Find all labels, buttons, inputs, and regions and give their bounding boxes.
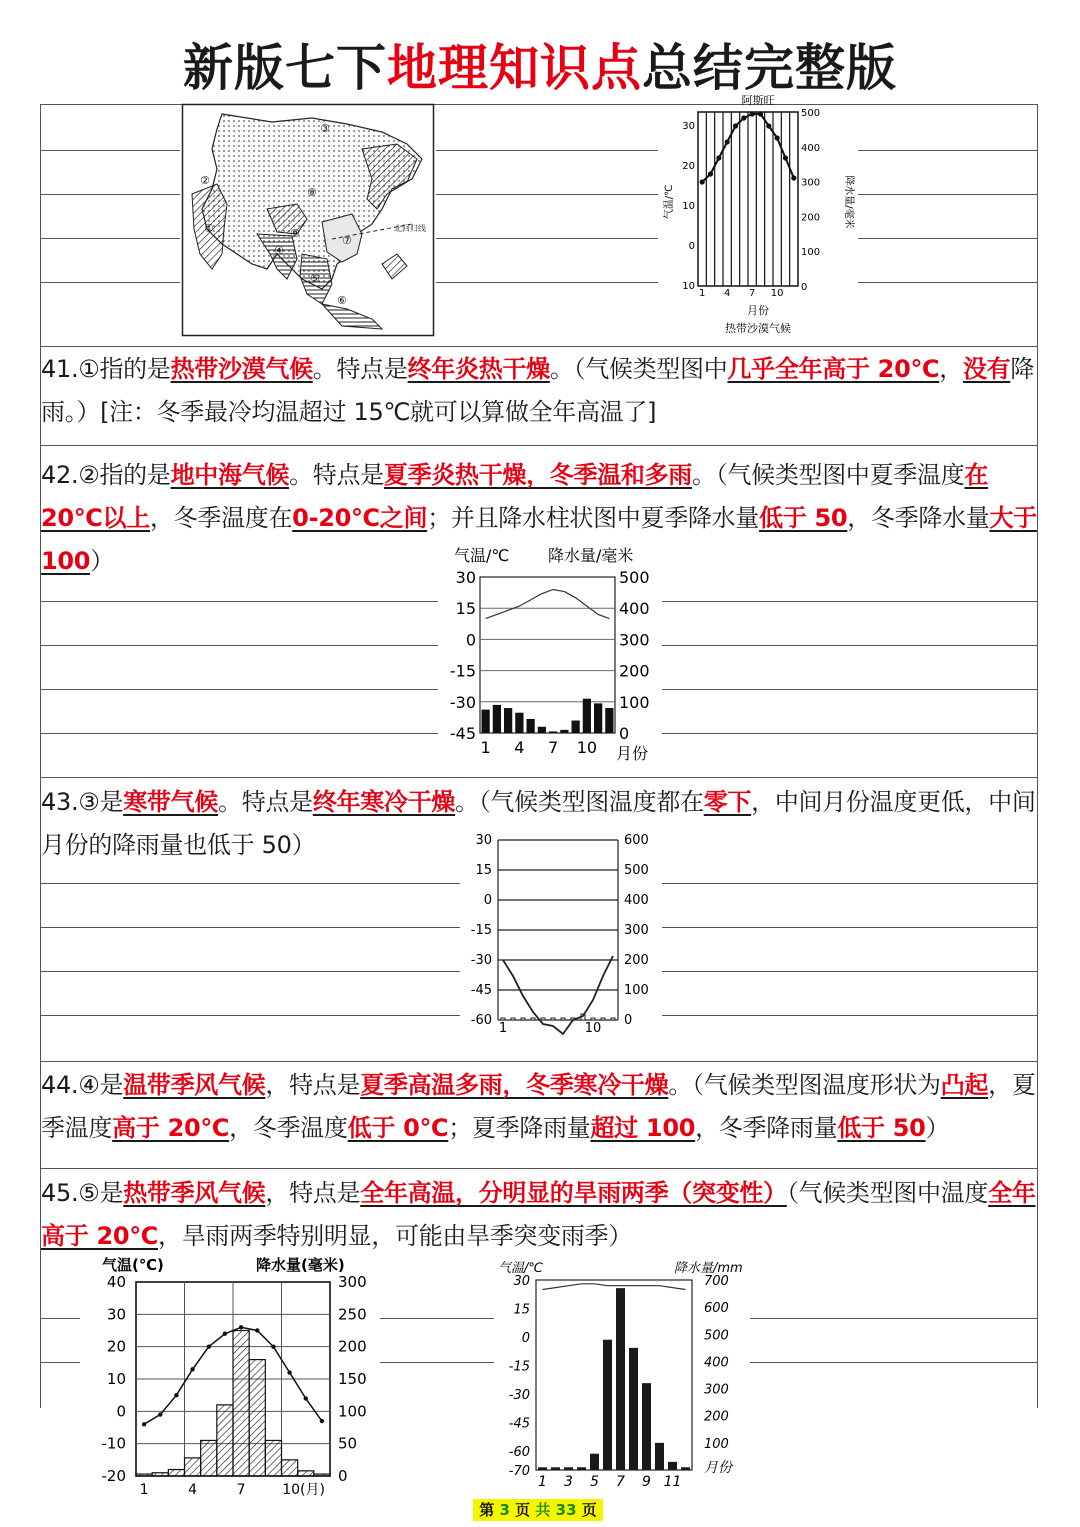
chart-med-left-tick: -30 [449,692,476,712]
item-44-key: 夏季高温多雨，冬季寒冷干燥 [360,1071,669,1099]
chart-tm-right-tick: 50 [338,1434,358,1453]
item-43-key: 寒带气候 [123,788,218,816]
writing-line [858,150,1038,151]
chart-tm-x-tick: 4 [188,1482,198,1498]
item-42-key: 夏季炎热干燥，冬季温和多雨 [383,461,693,489]
item-44-key: 低于 0℃ [347,1114,449,1142]
chart-med-bar [560,730,568,733]
chart-tm-bar [152,1473,168,1476]
footer-text: 页 [581,1501,597,1519]
chart-aswan-point [750,111,755,116]
chart-temp-y2label: 降水量(毫米) [256,1256,345,1274]
item-41 [41,348,1037,434]
item-42-text: 42.②指的是 [41,461,171,489]
chart-med-bar [493,705,501,733]
chart-tm-bar [185,1458,201,1476]
chart-aswan-left-tick: 30 [682,121,695,132]
chart-tm-right-tick: 100 [338,1402,367,1421]
item-41-key: 热带沙漠气候 [170,355,313,383]
title-part-1: 新版七下 [183,39,387,97]
writing-line [40,238,180,239]
chart-med-bar [583,699,591,733]
chart-tm-right-tick: 150 [338,1370,367,1388]
chart-tm-left-tick: 40 [106,1273,126,1291]
chart-aswan-right-tick: 500 [801,108,821,119]
footer-text: 共 [535,1501,551,1519]
chart-tr-left-tick: -60 [508,1445,530,1460]
chart-cold-left-tick: 30 [475,833,492,848]
chart-med-bar [504,708,512,733]
chart-aswan-point [708,171,713,176]
chart-cold-bar [531,1018,535,1020]
chart-aswan-ylabel: 气温/℃ [664,184,675,220]
item-44-text: ，特点是 [265,1071,361,1099]
section-divider [40,1168,1038,1169]
chart-med-bar [594,703,602,733]
item-43-text: 43.③是 [41,788,124,816]
chart-tr-right-tick: 700 [704,1274,729,1289]
chart-cold-bar [561,1018,565,1020]
item-42-text: 。特点是 [289,461,384,489]
chart-tm-bar [298,1471,314,1476]
chart-med-left-tick: 0 [465,630,476,650]
footer-text: 页 [515,1501,531,1519]
chart-tm-left-tick: -10 [101,1434,126,1453]
chart-cold-left-tick: 15 [475,863,492,878]
chart-tm-point [304,1396,308,1400]
chart-med-right-tick: 100 [619,692,650,712]
chart-tm-point [174,1393,178,1397]
chart-tr-right-tick: 400 [704,1355,729,1371]
chart-cold-bar [591,1018,595,1020]
chart-tr-left-tick: 0 [521,1331,530,1346]
chart-cold-left-tick: -60 [470,1013,492,1028]
item-43-text: 。特点是 [218,788,313,816]
item-44-text: ） [925,1114,950,1142]
chart-tr-x-tick: 1 [538,1474,547,1490]
chart-med-bar [482,710,490,733]
writing-line [40,282,180,283]
item-42-key: 0-20℃之间 [292,504,428,532]
chart-cold-bar [611,1018,615,1020]
writing-line [436,282,658,283]
item-42-key: 大于 100 [41,504,1037,575]
chart-tr-x-tick: 3 [564,1474,573,1490]
chart-cold-left-tick: -15 [470,923,492,938]
chart-aswan-caption: 热带沙漠气候 [725,322,791,335]
asia-climate-map [182,104,434,336]
writing-line [436,150,658,151]
chart-aswan-right-tick: 300 [801,177,821,189]
writing-line [40,733,438,734]
item-44-key: 高于 20℃ [112,1114,230,1142]
chart-tm-bar [233,1331,249,1477]
item-44-key: 凸起 [940,1071,989,1099]
section-divider [40,1061,1038,1062]
map-region-5: ⑤ [310,272,320,285]
chart-med-right-tick: 300 [619,630,650,650]
chart-tm-right-tick: 200 [338,1337,367,1356]
footer-page-number: 3 [499,1501,510,1519]
chart-tm-left-tick: 30 [106,1305,126,1324]
title-part-red: 地理知识点 [387,39,642,97]
chart-tr-left-tick: -45 [508,1416,530,1432]
chart-tr-right-tick: 500 [704,1328,729,1344]
chart-cold-right-tick: 0 [624,1013,633,1028]
writing-line [40,883,460,884]
writing-line [858,238,1038,239]
chart-aswan-x-tick: 1 [698,288,706,299]
chart-aswan-right-tick: 100 [801,247,821,259]
chart-trop-ylabel: 气温/℃ [498,1261,543,1276]
item-44 [41,1064,1037,1150]
chart-med-x-tick: 1 [480,738,491,757]
item-42-key: 在 20℃以上 [41,461,989,532]
chart-aswan-left-tick: 20 [682,161,695,172]
chart-cold-bar [601,1018,605,1020]
chart-cold-right-tick: 500 [624,863,649,878]
chart-med-y2label: 降水量/毫米 [548,546,634,565]
writing-line [40,971,460,972]
chart-tm-bar [201,1440,217,1476]
chart-cold-right-tick: 400 [624,893,649,908]
footer-total-pages: 33 [555,1501,577,1519]
item-42-key: 低于 50 [759,504,848,532]
item-43-text: 。（气候类型图温度都在 [455,788,704,816]
chart-tm-point [190,1367,194,1371]
chart-tm-point [255,1328,259,1332]
map-region-8: ⑧ [307,186,317,199]
chart-aswan-x-tick: 10 [770,288,784,299]
writing-line [436,238,658,239]
chart-tropical-monsoon [494,1258,750,1492]
item-41-text: 。特点是 [312,355,408,383]
chart-med-bar [572,721,580,733]
chart-tr-x-tick: 9 [642,1474,651,1490]
chart-tr-bar [655,1443,664,1470]
chart-med-left-tick: -15 [449,661,476,681]
footer-text: 第 [479,1501,495,1519]
writing-line [40,689,438,690]
chart-tr-bar [577,1467,586,1470]
writing-line [662,927,1038,928]
writing-line [380,1318,495,1319]
chart-tr-bar [564,1467,573,1470]
chart-tr-x-tick: 7 [616,1474,625,1490]
chart-aswan-xlabel: 月份 [747,304,769,317]
page-footer [473,1499,603,1521]
chart-tm-x-tick: 7 [236,1482,246,1498]
map-label-tropic: 北回归线 [394,224,426,233]
item-44-text: ，冬季降雨量 [695,1114,838,1142]
writing-line [40,1015,460,1016]
chart-trop-xlabel: 月份 [704,1460,732,1476]
chart-tm-point [239,1325,243,1329]
item-43-text: ，中间月份温度更低，中间月份的降雨量也低于 50） [41,788,1036,859]
chart-med-xlabel: 月份 [616,744,649,763]
item-42-text: ，冬季温度在 [149,504,293,532]
chart-cold-left-tick: 0 [483,893,492,908]
chart-tr-right-tick: 600 [704,1301,729,1317]
chart-tm-left-tick: 10 [106,1370,126,1388]
chart-tm-point [271,1344,275,1348]
item-44-text: 44.④是 [41,1071,124,1099]
page-title [0,28,1080,100]
chart-tm-right-tick: 300 [338,1273,367,1291]
chart-tr-bar [668,1462,677,1470]
writing-line [40,150,180,151]
chart-polar [462,828,662,1054]
chart-tr-bar [590,1454,599,1470]
chart-aswan-point [775,135,780,140]
item-44-key: 低于 50 [837,1114,926,1142]
writing-line [750,1318,1038,1319]
writing-line [750,1362,1038,1363]
item-44-key: 温带季风气候 [123,1071,266,1099]
chart-aswan-point [700,179,705,184]
chart-med-bar [605,708,613,733]
item-45-key: 全年高温，分明显的旱雨两季（突变性） [360,1179,787,1207]
section-divider [40,445,1038,446]
chart-tr-right-tick: 100 [704,1436,729,1452]
chart-cold-x-tick: 10 [584,1021,602,1036]
chart-med-right-tick: 0 [619,724,630,743]
chart-cold-bar [551,1018,555,1020]
chart-tr-left-tick: 30 [513,1274,530,1289]
item-45-text: （气候类型图中温度 [786,1179,989,1207]
writing-line [662,601,1038,602]
chart-aswan-point [716,155,721,160]
chart-tm-bar [314,1474,330,1476]
writing-line [380,1362,495,1363]
chart-med-right-tick: 500 [619,568,650,587]
writing-line [40,194,180,195]
map-region-1: ① [204,222,214,235]
title-part-2: 总结完整版 [642,39,897,97]
chart-aswan-point [725,139,730,144]
chart-tm-x-tick: 1 [139,1482,149,1498]
item-45-key: 热带季风气候 [123,1179,266,1207]
chart-cold-right-tick: 200 [624,953,649,968]
chart-aswan-right-tick: 200 [801,212,821,224]
item-41-text: 41.①指的是 [41,355,171,383]
writing-line [40,645,438,646]
item-41-key: 没有 [962,355,1011,383]
chart-med-right-tick: 400 [619,599,650,619]
chart-cold-right-tick: 600 [624,833,649,848]
chart-aswan-y2label: 降水量/毫米 [843,175,854,229]
chart-aswan-left-tick: 10 [682,281,695,292]
writing-line [858,282,1038,283]
chart-tm-left-tick: -20 [101,1467,126,1485]
item-42-text: ，冬季降水量 [847,504,990,532]
writing-line [858,194,1038,195]
writing-line [40,927,460,928]
chart-tm-bar [249,1360,265,1476]
chart-tr-bar [538,1467,547,1470]
chart-aswan-point [758,111,763,116]
writing-line [662,883,1038,884]
chart-med-bar [549,731,557,733]
chart-tr-bar [629,1348,638,1470]
chart-tr-frame [536,1280,692,1470]
chart-tr-bar [681,1467,690,1470]
chart-med-x-tick: 7 [548,738,559,757]
chart-tm-bar [265,1440,281,1476]
item-45-text: 45.⑤是 [41,1179,124,1207]
section-divider [40,777,1038,778]
chart-temp-ylabel: 气温(℃) [102,1256,164,1274]
chart-tm-point [207,1344,211,1348]
chart-trop-y2label: 降水量/mm [674,1261,743,1276]
chart-tm-point [142,1422,146,1426]
chart-tm-x-tick: 10(月) [282,1482,325,1498]
writing-line [662,971,1038,972]
chart-tr-bar [551,1467,560,1470]
chart-med-ylabel: 气温/℃ [454,546,510,565]
chart-tm-point [287,1370,291,1374]
chart-tm-bar [282,1460,298,1476]
chart-tr-left-tick: -15 [508,1359,530,1375]
section-divider [40,346,1038,347]
chart-aswan-point [783,155,788,160]
item-42-text: ） [90,547,114,575]
chart-aswan [660,92,856,340]
chart-aswan-right-tick: 0 [801,282,808,293]
chart-cold-left-tick: -45 [470,983,492,998]
chart-aswan-left-tick: 0 [688,241,695,252]
item-42-key: 地中海气候 [170,461,290,489]
chart-med-bar [515,713,523,733]
chart-med-bar [538,727,546,733]
item-44-text: ，夏季温度 [41,1071,1036,1142]
chart-cold-left-tick: -30 [470,953,492,968]
chart-med-left-tick: 30 [455,568,476,587]
writing-line [436,194,658,195]
chart-aswan-point [733,123,738,128]
item-44-text: ，冬季温度 [229,1114,348,1142]
writing-line [662,733,1038,734]
chart-aswan-point [766,123,771,128]
item-45-key: 全年高于 20℃ [41,1179,1036,1250]
chart-tr-bar [603,1340,612,1470]
chart-aswan-x-tick: 7 [748,288,756,299]
chart-cold-x-tick: 1 [498,1021,508,1036]
item-42-text: ；并且降水柱状图中夏季降水量 [427,504,760,532]
chart-aswan-right-tick: 400 [801,142,821,154]
chart-tm-left-tick: 20 [106,1337,126,1356]
map-region-9: ⑨ [290,227,300,240]
chart-tm-bar [136,1474,152,1476]
chart-aswan-point [741,115,746,120]
chart-tm-point [223,1332,227,1336]
chart-tm-left-tick: 0 [116,1402,126,1421]
chart-cold-bar [541,1018,545,1020]
item-41-text: 降雨。）[注：冬季最冷均温超过 15℃就可以算做全年高温了] [41,355,1035,426]
writing-line [40,601,438,602]
chart-cold-right-tick: 100 [624,983,649,998]
item-45 [41,1172,1037,1258]
chart-tm-point [320,1419,324,1423]
chart-tr-left-tick: -30 [508,1388,530,1403]
item-41-text: 。（气候类型图中 [549,355,728,383]
chart-tm-bar [168,1470,184,1476]
map-region-2: ② [200,174,210,187]
chart-tm-point [158,1412,162,1416]
chart-cold-bar [501,1018,505,1020]
map-region-7: ⑦ [342,234,352,247]
item-43-key: 零下 [703,788,752,816]
chart-tr-bar [642,1383,651,1470]
chart-tr-left-tick: -70 [508,1464,530,1479]
chart-temperate-monsoon [80,1252,380,1500]
chart-aswan-left-tick: 10 [682,201,695,212]
chart-cold-right-tick: 300 [624,923,649,938]
item-41-text: ， [939,355,963,383]
map-region-3: ③ [320,122,330,135]
chart-med-left-tick: 15 [455,599,476,619]
item-44-key: 超过 100 [590,1114,696,1142]
map-region-4: ④ [274,244,284,257]
chart-cold-bar [511,1018,515,1020]
writing-line [662,645,1038,646]
chart-tr-left-tick: 15 [513,1302,530,1318]
writing-line [662,689,1038,690]
chart-tr-x-tick: 5 [590,1474,599,1490]
chart-tr-bar [616,1288,625,1470]
chart-tr-x-tick: 11 [663,1474,682,1490]
chart-med-x-tick: 10 [576,738,598,757]
item-45-text: ，旱雨两季特别明显，可能由旱季突变雨季） [158,1222,633,1250]
chart-med-bar [527,719,535,733]
chart-aswan-x-tick: 4 [723,288,731,299]
item-45-text: ，特点是 [265,1179,361,1207]
chart-tr-right-tick: 200 [704,1409,729,1425]
item-44-text: 。（气候类型图温度形状为 [668,1071,941,1099]
chart-tm-bar [217,1405,233,1476]
chart-med-x-tick: 4 [514,738,525,757]
item-41-key: 几乎全年高于 20℃ [727,355,940,383]
map-region-6: ⑥ [337,294,347,307]
chart-tr-right-tick: 300 [704,1382,729,1398]
writing-line [662,1015,1038,1016]
item-43-key: 终年寒冷干燥 [312,788,456,816]
chart-cold-bar [521,1018,525,1020]
chart-med-left-tick: -45 [449,724,476,743]
item-42-text: 。（气候类型图中夏季温度 [692,461,965,489]
chart-aswan-title: 阿斯旺 [741,94,775,107]
chart-med-right-tick: 200 [619,661,650,681]
chart-tm-right-tick: 0 [338,1467,348,1485]
chart-mediterranean [440,543,662,765]
chart-tm-right-tick: 250 [338,1305,367,1324]
chart-aswan-point [791,175,796,180]
item-41-key: 终年炎热干燥 [407,355,550,383]
item-44-text: ；夏季降雨量 [448,1114,591,1142]
